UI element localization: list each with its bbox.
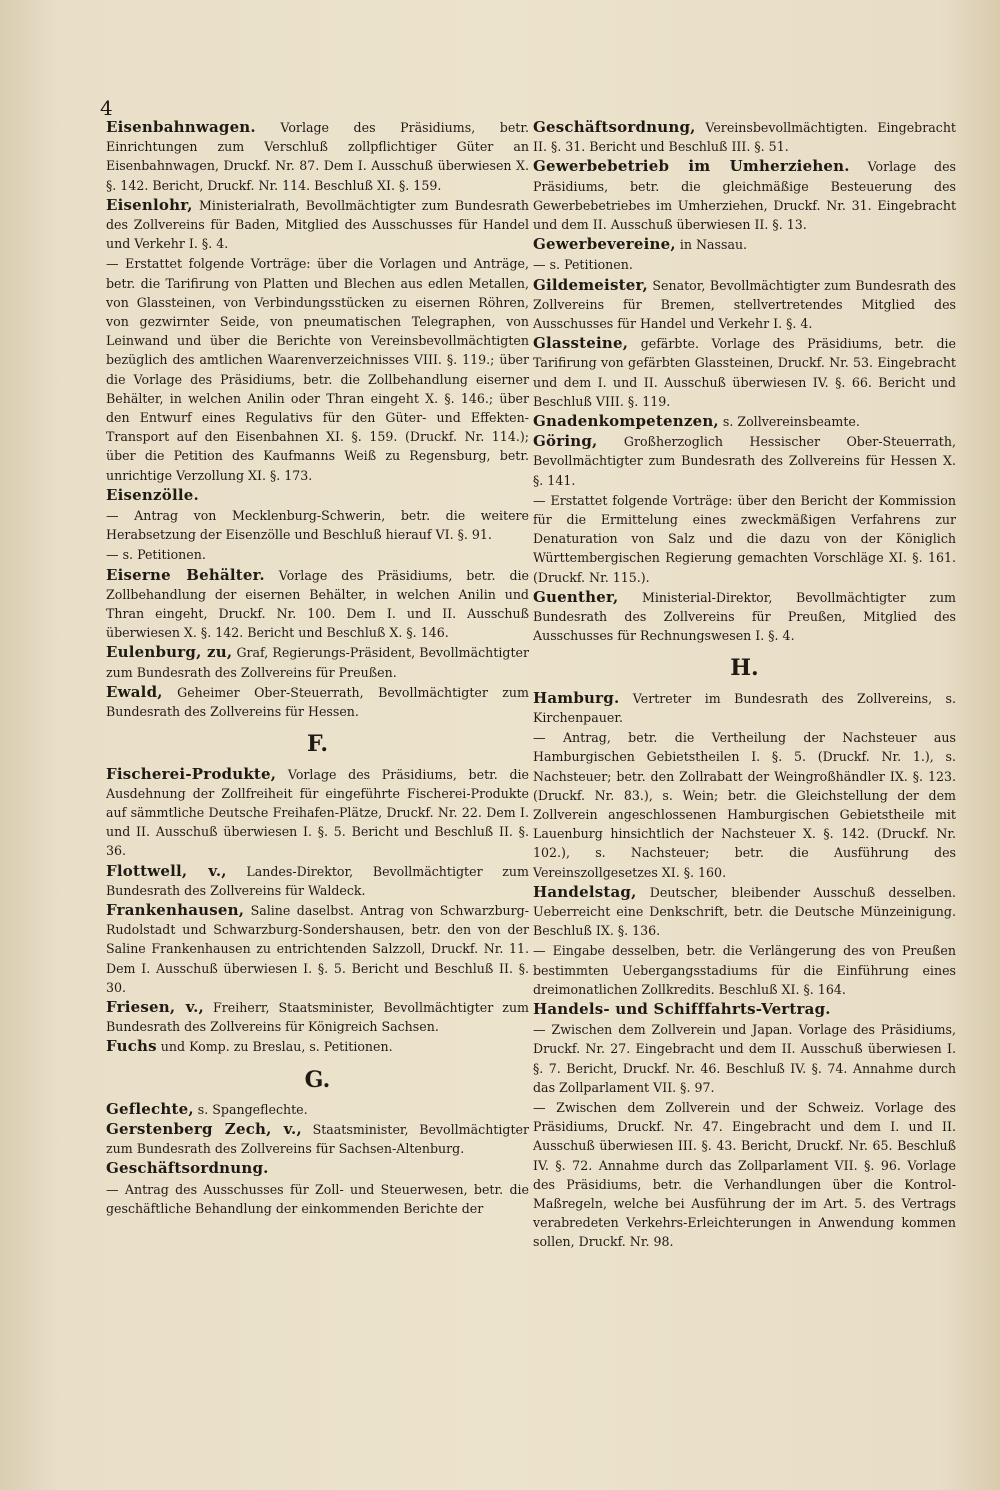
entry-heading: Friesen, v., [106,997,204,1016]
index-entry [533,157,956,234]
entry-text: — Antrag, betr. die Vertheilung der Nachsteuer aus Hamburgischen Gebietstheilen I. §. 5. (Druckf. Nr. 1.), s. Nachsteuer; betr. den Zollrabatt der Weingroßhändler IX. §. 123. (Druckf. Nr. 83.), s. Wein; betr. die Gleichstellung der dem Zollverein angeschlossenen Hamburgischen Gebietstheile mit Lauenburg hinsichtlich der Nachsteuer X. §. 142. (Druckf. Nr. 102.), s. Nachsteuer; betr. die Ausführung des Vereinszollgesetzes XI. §. 160. [533,730,956,880]
entry-text: — Erstattet folgende Vorträge: über die Vorlagen und Anträge, betr. die Tarifirung von Platten und Blechen aus edlen Metallen, von Glassteinen, von Verbindungsstücken zu eisernen Röhren, von gezwirnter Seide, von pneumatischen Telegraphen, von Leinwand und über die Berichte von Vereinsbevollmächtigten bezüglich des amtlichen Waarenverzeichnisses VIII. §. 119.; über die Vorlage des Präsidiums, betr. die Zollbehandlung eiserner Behälter, in welchen Anilin oder Thran eingeht X. §. 146.; über den Entwurf eines Regulativs für den Güter- und Effekten-Transport auf den Eisenbahnen XI. §. 159. (Druckf. Nr. 114.); über die Petition des Kaufmanns Weiß zu Regensburg, betr. unrichtige Verzollung XI. §. 173. [106,256,529,483]
index-entry [106,643,529,681]
entry-text: Ministerialrath, Bevollmächtigter zum Bundesrath des Zollvereins für Baden, Mitglied des Ausschusses für Handel und Verkehr I. §. 4. [106,197,529,252]
entry-heading: Handels- und Schifffahrts-Vertrag. [533,999,831,1018]
page-number: 4 [100,96,113,120]
entry-text: gefärbte. Vorlage des Präsidiums, betr. die Tarifirung von gefärbten Glassteinen, Druckf. Nr. 53. Eingebracht und dem I. und II. Ausschuß überwiesen IV. §. 66. Bericht und Beschluß VIII. §. 119. [533,336,956,409]
index-entry [106,566,529,643]
entry-text: Vorlage des Präsidiums, betr. Einrichtungen zum Verschluß zollpflichtiger Güter an Eisenbahnwagen, Druckf. Nr. 87. Dem I. Ausschuß überwiesen X. §. 142. Bericht, Druckf. Nr. 114. Beschluß XI. §. 159. [106,120,529,193]
entry-text: Vorlage des Präsidiums, betr. die gleichmäßige Besteuerung des Gewerbebetriebes im Umherziehen, Druckf. Nr. 31. Eingebracht und dem II. Ausschuß überwiesen II. §. 13. [533,159,956,233]
entry-heading: Eisenlohr, [106,195,193,214]
entry-heading: Flottwell, v., [106,861,227,880]
index-entry [106,196,529,254]
entry-text: — s. Petitionen. [533,257,633,273]
entry-heading: Gnadenkompetenzen, [533,412,719,431]
entry-text: s. Spangeflechte. [197,1101,308,1117]
entry-heading: Eiserne Behälter. [106,565,265,584]
index-entry [106,1159,529,1178]
entry-text: — Zwischen dem Zollverein und Japan. Vorlage des Präsidiums, Druckf. Nr. 27. Eingebracht und dem II. Ausschuß überwiesen I. §. 7. Bericht, Druckf. Nr. 46. Beschluß IV. §. 74. Annahme durch das Zollparlament VII. §. 97. [533,1022,956,1095]
index-entry [533,588,956,646]
entry-text: — s. Petitionen. [106,547,206,563]
index-entry [106,1037,529,1056]
index-entry [106,254,529,484]
entry-heading: Guenther, [533,587,619,606]
entry-text: Landes-Direktor, Bevollmächtigter zum Bundesrath des Zollvereins für Waldeck. [106,863,529,898]
index-entry [533,1020,956,1097]
index-entry [533,334,956,411]
entry-text: — Antrag des Ausschusses für Zoll- und Steuerwesen, betr. die geschäftliche Behandlung der einkommenden Berichte der [106,1181,529,1216]
entry-heading: Frankenhausen, [106,900,245,919]
entry-text: Senator, Bevollmächtigter zum Bundesrath des Zollvereins für Bremen, stellvertretendes Mitglied des Ausschusses für Handel und Verkehr I. §. 4. [533,277,956,332]
entry-text: Saline daselbst. Antrag von Schwarzburg-Rudolstadt und Schwarzburg-Sondershausen, betr. den von der Saline Frankenhausen zu entrichtenden Salzzoll, Druckf. Nr. 11. Dem I. Ausschuß überwiesen I. §. 5. Bericht und Beschluß II. §. 30. [106,902,529,995]
entry-heading: Geschäftsordnung, [533,118,696,136]
index-entry [533,276,956,334]
index-entry [533,1000,956,1019]
section-letter-h: H. [730,655,759,682]
left-column [106,118,529,1219]
index-entry [533,118,956,156]
index-entry [106,1100,529,1119]
index-entry [533,255,956,274]
entry-text: s. Zollvereinsbeamte. [722,414,860,430]
index-entry [533,432,956,490]
entry-text: Ministerial-Direktor, Bevollmächtigter zum Bundesrath des Zollvereins für Preußen, Mitglied des Ausschusses für Rechnungswesen I. §. 4. [533,589,956,644]
index-entry [106,486,529,505]
entry-text: Deutscher, bleibender Ausschuß desselben. Ueberreicht eine Denkschrift, betr. die Deutsche Münzeinigung. Beschluß IX. §. 136. [533,884,956,939]
entry-text: Vorlage des Präsidiums, betr. die Ausdehnung der Zollfreiheit für eingeführte Fischerei-Produkte auf sämmtliche Deutsche Freihafen-Plätze, Druckf. Nr. 22. Dem I. und II. Ausschuß überwiesen I. §. 5. Bericht und Beschluß II. §. 36. [106,766,529,859]
entry-heading: Gerstenberg Zech, v., [106,1119,302,1138]
entry-heading: Gewerbebetrieb im Umherziehen. [533,157,850,176]
index-entry [106,545,529,564]
index-entry [106,765,529,861]
index-entry [106,1120,529,1158]
section-letter-g: G. [304,1066,331,1093]
entry-text: Großherzoglich Hessischer Ober-Steuerrath, Bevollmächtigter zum Bundesrath des Zollvereins für Hessen X. §. 141. [533,434,956,488]
entry-text: — Zwischen dem Zollverein und der Schweiz. Vorlage des Präsidiums, Druckf. Nr. 47. Eingebracht und dem I. und II. Ausschuß überwiesen III. §. 43. Bericht, Druckf. Nr. 65. Beschluß IV. §. 72. Annahme durch das Zollparlament VII. §. 96. Vorlage des Präsidiums, betr. die Verhandlungen über die Kontrol-Maßregeln, welche bei Ausführung der im Art. 5. des Vertrags verabredeten Verkehrs-Erleichterungen in Anwendung kommen sollen, Druckf. Nr. 98. [533,1099,956,1250]
entry-heading: Geflechte, [106,1099,194,1118]
entry-text: Vertreter im Bundesrath des Zollvereins, s. Kirchenpauer. [533,690,956,725]
entry-heading: Gildemeister, [533,275,648,294]
index-entry [106,998,529,1036]
entry-heading: Ewald, [106,682,163,701]
section-letter-f: F. [306,731,329,758]
index-entry [533,941,956,999]
index-entry [533,1098,956,1252]
index-entry [533,235,956,254]
index-entry [533,412,956,431]
entry-heading: Fischerei-Produkte, [106,764,277,783]
entry-text: Vorlage des Präsidiums, betr. die Zollbehandlung der eisernen Behälter, in welchen Anilin und Thran eingeht, Druckf. Nr. 100. Dem I. und II. Ausschuß überwiesen X. §. 142. Bericht und Beschluß X. §. 146. [106,567,529,641]
entry-text: Freiherr, Staatsminister, Bevollmächtigter zum Bundesrath des Zollvereins für Königreich Sachsen. [106,999,529,1035]
entry-text: Vereinsbevollmächtigten. Eingebracht II. §. 31. Bericht und Beschluß III. §. 51. [533,120,956,155]
index-entry [106,901,529,997]
entry-text: — Eingabe desselben, betr. die Verlängerung des von Preußen bestimmten Uebergangsstadiums für die Einführung eines dreimonatlichen Zollkredits. Beschluß XI. §. 164. [533,943,956,997]
entry-heading: Handelstag, [533,882,637,901]
index-entry [106,683,529,721]
index-entry [106,862,529,900]
entry-heading: Gewerbevereine, [533,235,676,254]
entry-heading: Glassteine, [533,334,629,353]
right-column [533,118,956,1253]
index-entry [106,506,529,544]
index-entry [106,118,529,195]
index-entry [533,883,956,941]
index-entry [106,1180,529,1218]
entry-text: Graf, Regierungs-Präsident, Bevollmächtigter zum Bundesrath des Zollvereins für Preußen. [106,645,529,680]
entry-heading: Göring, [533,432,598,451]
entry-heading: Fuchs [106,1037,157,1056]
entry-text: in Nassau. [679,237,748,253]
entry-heading: Eulenburg, zu, [106,643,233,662]
index-entry [533,728,956,882]
entry-heading: Eisenzölle. [106,485,199,504]
entry-text: Geheimer Ober-Steuerrath, Bevollmächtigter zum Bundesrath des Zollvereins für Hessen. [106,684,529,720]
entry-text: Staatsminister, Bevollmächtigter zum Bundesrath des Zollvereins für Sachsen-Altenburg. [106,1121,529,1157]
entry-heading: Eisenbahnwagen. [106,118,256,136]
entry-text: und Komp. zu Breslau, s. Petitionen. [160,1039,393,1055]
entry-heading: Geschäftsordnung. [106,1159,269,1178]
entry-text: — Erstattet folgende Vorträge: über den Bericht der Kommission für die Ermittelung eines zweckmäßigen Verfahrens zur Denaturation von Salz und die dazu von der Königlich Württembergischen Regierung gemachten Vorschläge XI. §. 161. (Druckf. Nr. 115.). [533,492,956,585]
index-entry [533,689,956,727]
entry-text: — Antrag von Mecklenburg-Schwerin, betr. die weitere Herabsetzung der Eisenzölle und Beschluß hierauf VI. §. 91. [106,508,529,543]
entry-heading: Hamburg. [533,688,620,707]
index-entry [533,491,956,587]
